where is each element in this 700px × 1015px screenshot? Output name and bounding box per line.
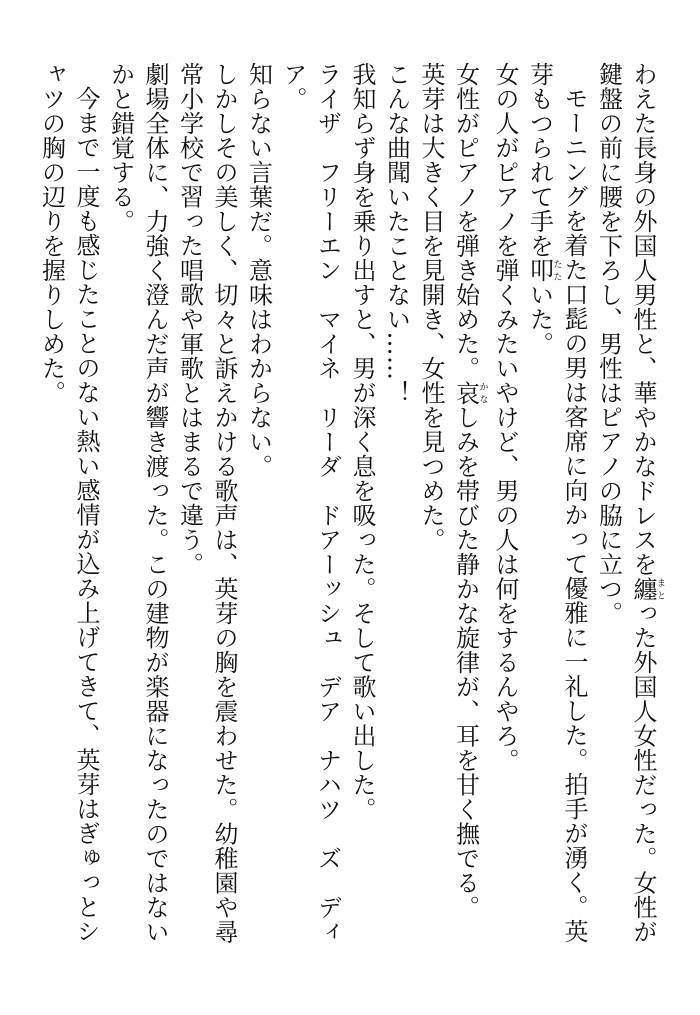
text-run: 我知らず身を乗り出すと、男が深く息を吸った。そして歌い出した。	[348, 62, 376, 822]
text-run: 女性がピアノを弾き始めた。	[451, 62, 480, 381]
ruby-annotation	[525, 258, 562, 283]
paragraph-5	[414, 62, 449, 962]
ruby-annotation	[629, 576, 665, 602]
paragraph-10	[172, 62, 241, 962]
paragraph-7	[345, 62, 380, 962]
paragraph-11	[103, 62, 172, 962]
text-run: こんな曲聞いたことない……！	[382, 62, 411, 405]
text-run: 女の人がピアノを弾くみたいやけど、男の人は何をするんやろ。	[491, 62, 519, 773]
ruby-base: 哀	[451, 380, 480, 405]
vertical-text-block	[37, 62, 665, 962]
ruby-base: 纏	[629, 576, 657, 601]
text-run: った外国人女性だった。女性が鍵盤の前に腰を下ろし、男性はピアノの脇に立つ。	[594, 62, 657, 944]
text-run: しみを帯びた静かな旋律が、耳を甘く撫でる。	[451, 405, 480, 920]
paragraph-12	[34, 62, 103, 962]
text-run: モーニングを着た口髭の男は客席に向かって優雅に一礼した。拍手が湧く。英芽もつられて手を	[525, 62, 588, 944]
ruby-reading: まと	[655, 576, 665, 601]
paragraph-2	[522, 62, 591, 962]
paragraph-8	[276, 62, 345, 962]
text-run: 英芽は大きく目を見開き、女性を見つめた。	[417, 62, 445, 552]
ruby-reading: かな	[477, 380, 488, 405]
text-run: いた。	[525, 282, 554, 356]
ruby-reading: たた	[551, 258, 562, 283]
text-run: 知らない言葉だ。意味はわからない。	[244, 62, 273, 479]
paragraph-4	[448, 62, 488, 962]
text-run: 劇場全体に、力強く澄んだ声が響き渡った。この建物が楽器になったのではないかと錯覚する。	[106, 62, 169, 944]
paragraph-1	[591, 62, 665, 962]
paragraph-3	[488, 62, 523, 962]
ruby-base: 叩	[525, 258, 554, 283]
text-run: ライザ フリーエン マイネ リーダ ドアーッシュ デア ナハツ ズ ディア。	[279, 62, 342, 944]
text-run: しかしその美しく、切々と訴えかける歌声は、英芽の胸を震わせた。幼稚園や尋常小学校で習った唱歌や軍歌とはまるで違う。	[175, 62, 238, 944]
text-run: 今まで一度も感じたことのない熱い感情が込み上げてきて、英芽はぎゅっとシャツの胸の辺りを握りしめた。	[37, 62, 100, 944]
text-run: わえた長身の外国人男性と、華やかなドレスを	[629, 62, 657, 577]
ruby-annotation	[451, 380, 488, 406]
paragraph-9	[241, 62, 276, 962]
paragraph-6	[379, 62, 414, 962]
